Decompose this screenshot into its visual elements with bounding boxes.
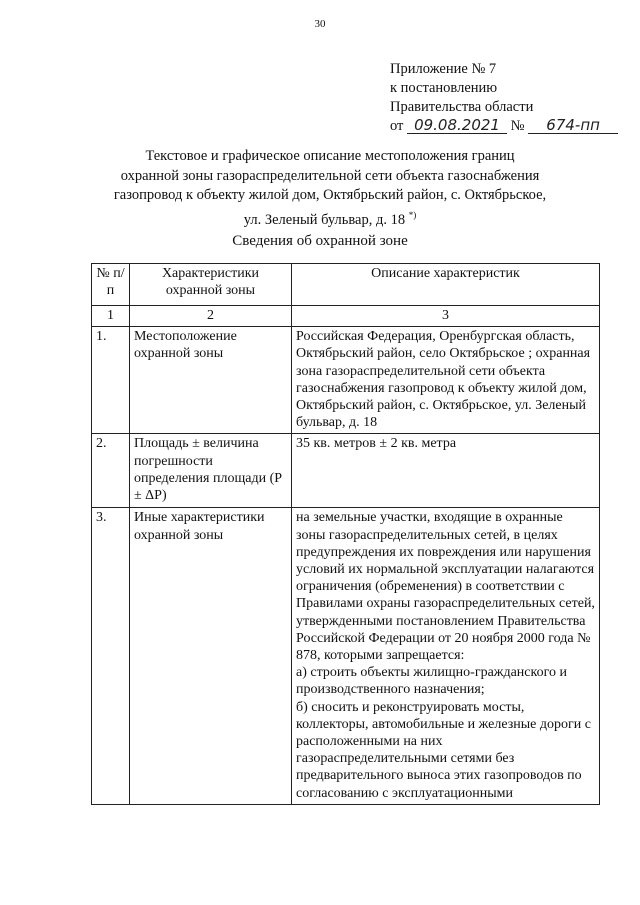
document-title (80, 147, 580, 230)
row-description: на земельные участки, входящие в охранные зоны газораспределительных сетей, в целях предупреждения их повреждения или нарушения условий их нормальной эксплуатации налагаются ограничения (обременения) в соответствии с Правилами охраны газораспределительных сетей, утвержденными постановлением Правительства Российской Федерации от 20 ноября 2000 года № 878, которыми запрещается: (296, 510, 595, 664)
row-characteristic: Площадь ± величина погрешности определения площади (P ± ΔP) (130, 434, 292, 508)
protection-zone-table (91, 263, 600, 805)
handwritten-date: 09.08.2021 (407, 117, 507, 134)
section-subtitle: Сведения об охранной зоне (232, 233, 408, 249)
title-line-4-wrap (80, 206, 580, 231)
row-description: Российская Федерация, Оренбургская область, Октябрьский район, село Октябрьское ; охранная зона газораспределительной сети объекта газоснабжения газопровод к объекту жилой дом, Октябрьский район, с. Октябрьское, ул. Зеленый бульвар, д. 18 (292, 327, 600, 434)
table-row (92, 327, 600, 434)
column-number-3: 3 (292, 306, 600, 327)
appendix-line-2: к постановлению (390, 80, 498, 96)
table-numbering-row (92, 306, 600, 327)
table-header-row (92, 264, 600, 306)
table-row (92, 508, 600, 804)
title-line-4: ул. Зеленый бульвар, д. 18 (243, 211, 406, 228)
column-number-2: 2 (130, 306, 292, 327)
title-line-2: охранной зоны газораспределительной сети объекта газоснабжения (120, 167, 540, 184)
row-characteristic: Местоположение охранной зоны (130, 327, 292, 434)
appendix-block (390, 60, 620, 136)
page-number: 30 (314, 18, 326, 30)
title-line-3: газопровод к объекту жилой дом, Октябрьский район, с. Октябрьское, (113, 187, 547, 203)
number-sign: № (510, 118, 525, 134)
title-line-1: Текстовое и графическое описание местоположения границ (145, 148, 515, 164)
column-number-1: 1 (92, 306, 130, 327)
row-description-cell (292, 508, 600, 804)
footnote-mark: *) (408, 209, 417, 220)
appendix-line-1: Приложение № 7 (390, 61, 497, 77)
row-description: 35 кв. метров ± 2 кв. метра (292, 434, 600, 508)
row-num: 1. (92, 327, 130, 434)
table-row (92, 434, 600, 508)
header-characteristic: Характеристики охранной зоны (130, 264, 292, 306)
row-description-item-b: б) сносить и реконструировать мосты, коллекторы, автомобильные и железные дороги с расположенными на них газораспределительными сетями без предварительного выноса этих газопроводов по согласованию с эксплуатационными (296, 699, 591, 801)
row-num: 3. (92, 508, 130, 804)
header-description: Описание характеристик (292, 264, 600, 306)
row-description-item-a: а) строить объекты жилищно-гражданского и производственного назначения; (296, 665, 567, 698)
date-prefix: от (390, 118, 404, 134)
row-characteristic: Иные характеристики охранной зоны (130, 508, 292, 804)
header-num: № п/п (92, 264, 130, 306)
handwritten-number: 674-пп (528, 117, 618, 134)
appendix-line-3: Правительства области (390, 99, 534, 115)
row-num: 2. (92, 434, 130, 508)
appendix-date-line (390, 117, 620, 136)
